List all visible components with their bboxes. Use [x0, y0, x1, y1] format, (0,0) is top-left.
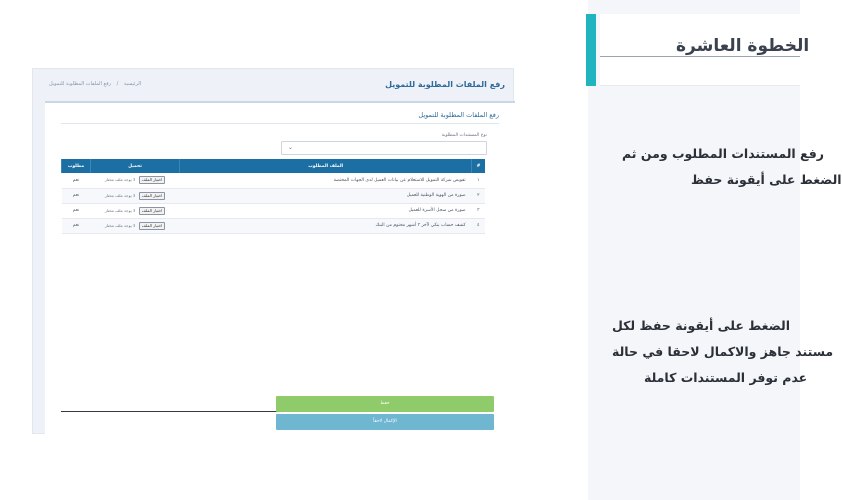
step-heading: الخطوة العاشرة — [676, 36, 810, 56]
table-header-row — [62, 159, 486, 173]
row-file-name: كشف حساب بنكي لآخر ٣ أشهر مختوم من البنك — [180, 218, 472, 233]
breadcrumb-separator: / — [116, 81, 119, 87]
note-line: مستند جاهز والاكمال لاحقا في حالة — [612, 344, 834, 359]
row-upload — [91, 218, 180, 233]
step-title-box — [600, 14, 810, 86]
row-upload — [91, 173, 180, 188]
table-row — [62, 203, 486, 218]
complete-later-button[interactable]: الإكمال لاحقاً — [276, 414, 494, 430]
documents-type-label: نوع المستندات المطلوبة — [441, 133, 487, 138]
upload-panel — [45, 101, 515, 435]
panel-divider — [61, 123, 499, 124]
note-line: الضغط على أيقونة حفظ لكل — [612, 318, 791, 333]
choose-file-button[interactable]: اختيار الملف — [139, 222, 166, 230]
accent-bar — [586, 14, 596, 86]
save-button[interactable]: حفظ — [276, 396, 494, 412]
column-header-number: # — [472, 159, 485, 173]
no-file-text: لا يوجد ملف مختار — [104, 192, 136, 198]
instruction-line: رفع المستندات المطلوب ومن ثم — [622, 146, 824, 161]
heading-underline — [600, 56, 800, 57]
table-row — [62, 173, 486, 188]
app-header — [33, 69, 515, 99]
page-title: رفع الملفات المطلوبة للتمويل — [385, 79, 505, 89]
row-required: نعم — [62, 173, 91, 188]
column-header-upload: تحميل — [91, 159, 180, 173]
note-line: عدم توفر المستندات كاملة — [644, 370, 808, 385]
column-header-required: مطلوب — [62, 159, 91, 173]
row-file-name: صورة من الهوية الوطنية للعميل — [180, 188, 472, 203]
documents-type-select[interactable] — [281, 141, 487, 155]
choose-file-button[interactable]: اختيار الملف — [139, 192, 166, 200]
row-upload — [91, 203, 180, 218]
instruction-line: الضغط على أيقونة حفظ — [691, 172, 842, 187]
row-file-name: تفويض شركة التمويل للاستعلام عن بيانات العميل لدى الجهات المختصة — [180, 173, 472, 188]
no-file-text: لا يوجد ملف مختار — [104, 207, 136, 213]
no-file-text: لا يوجد ملف مختار — [104, 222, 136, 228]
app-screenshot — [32, 68, 514, 434]
row-file-name: صورة من سجل الأسرة للعميل — [180, 203, 472, 218]
breadcrumb — [47, 81, 143, 87]
row-required: نعم — [62, 218, 91, 233]
panel-title: رفع الملفات المطلوبة للتمويل — [418, 111, 499, 119]
choose-file-button[interactable]: اختيار الملف — [139, 207, 166, 215]
column-header-file: الملف المطلوب — [180, 159, 472, 173]
row-number: ٢ — [472, 188, 485, 203]
choose-file-button[interactable]: اختيار الملف — [139, 176, 166, 184]
documents-table — [61, 159, 485, 234]
row-number: ٣ — [472, 203, 485, 218]
breadcrumb-current: رفع الملفات المطلوبة للتمويل — [49, 81, 112, 87]
row-number: ٤ — [472, 218, 485, 233]
row-number: ١ — [472, 173, 485, 188]
row-upload — [91, 188, 180, 203]
breadcrumb-home[interactable]: الرئيسية — [123, 81, 142, 87]
chevron-down-icon: ⌄ — [288, 144, 294, 151]
row-required: نعم — [62, 203, 91, 218]
no-file-text: لا يوجد ملف مختار — [104, 177, 136, 183]
row-required: نعم — [62, 188, 91, 203]
table-row — [62, 188, 486, 203]
table-row — [62, 218, 486, 233]
